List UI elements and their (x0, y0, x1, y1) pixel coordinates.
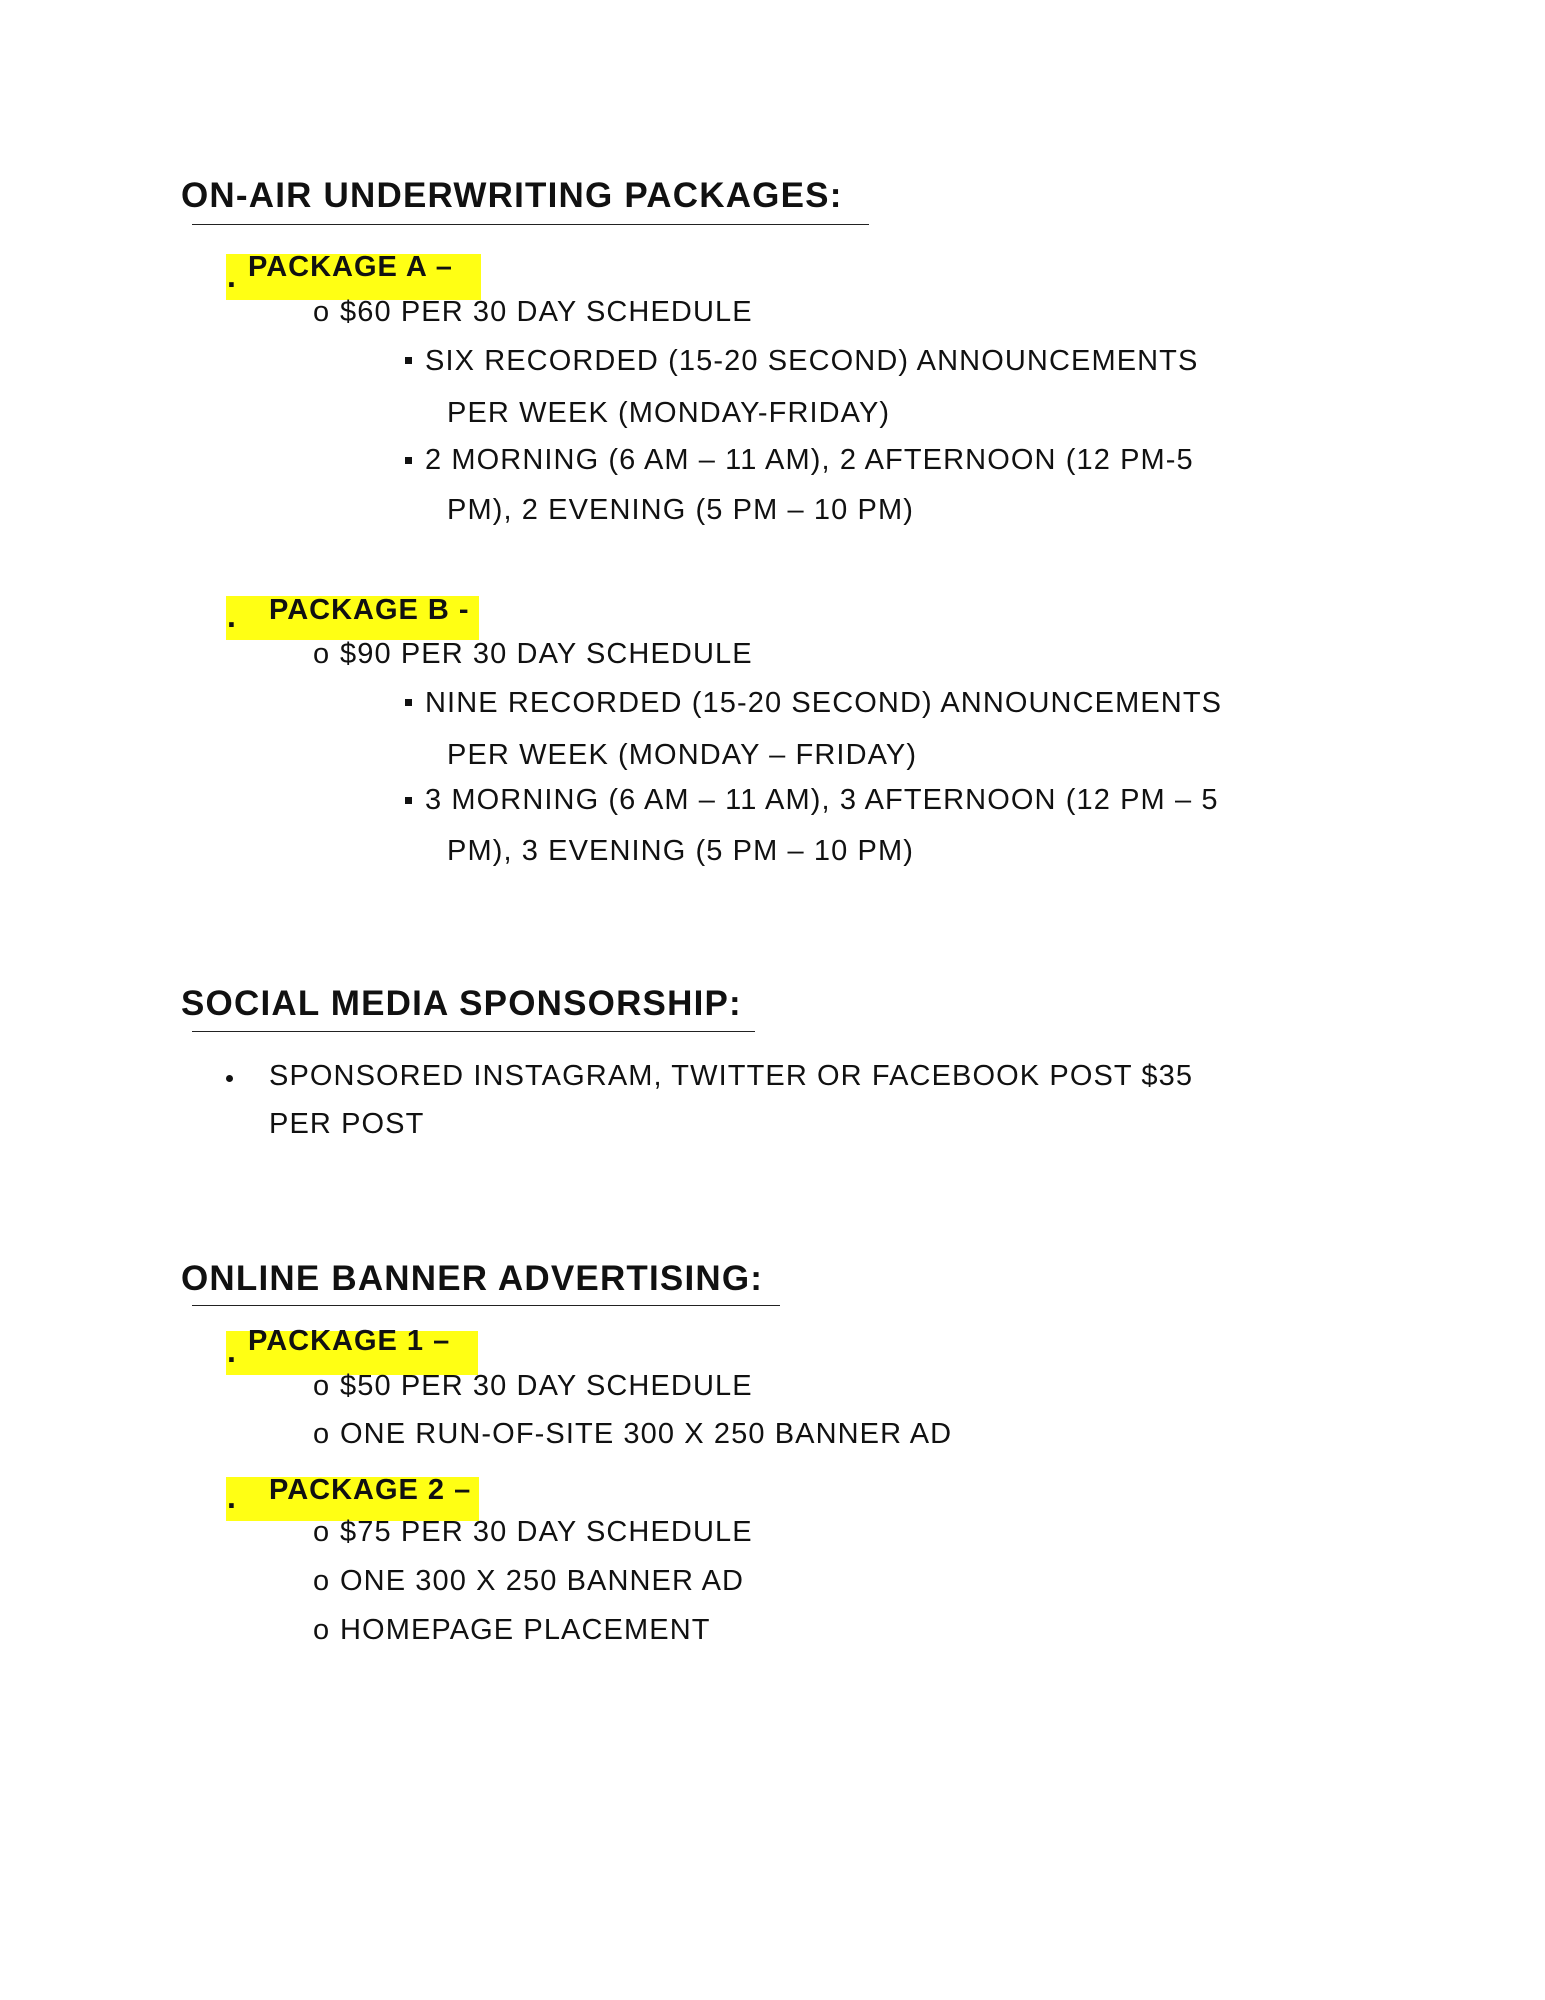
package-a-price: $60 PER 30 DAY SCHEDULE (340, 296, 753, 328)
package-b-price: $90 PER 30 DAY SCHEDULE (340, 638, 753, 670)
sub-bullet-marker: o (313, 1370, 330, 1402)
square-bullet-icon (405, 457, 412, 464)
package-a-detail1-line2: PER WEEK (MONDAY-FRIDAY) (447, 397, 891, 429)
square-bullet-icon (405, 797, 412, 804)
package-1-bullet-icon: . (227, 1333, 236, 1369)
package-b-detail1-line1: NINE RECORDED (15-20 SECOND) ANNOUNCEMENTS (425, 687, 1223, 719)
package-a-detail2-line1: 2 MORNING (6 AM – 11 AM), 2 AFTERNOON (12 PM-5 (425, 444, 1194, 476)
package-a-detail1-line1: SIX RECORDED (15-20 SECOND) ANNOUNCEMENTS (425, 345, 1199, 377)
social-item-line1: SPONSORED INSTAGRAM, TWITTER OR FACEBOOK POST $35 (269, 1060, 1194, 1092)
package-b-detail2-line1: 3 MORNING (6 AM – 11 AM), 3 AFTERNOON (12 PM – 5 (425, 784, 1219, 816)
package-1-label: PACKAGE 1 – (248, 1325, 451, 1357)
package-b-detail1-line2: PER WEEK (MONDAY – FRIDAY) (447, 739, 918, 771)
sub-bullet-marker: o (313, 1516, 330, 1548)
package-a-bullet-icon: . (227, 258, 236, 294)
on-air-heading: ON-AIR UNDERWRITING PACKAGES: (181, 176, 843, 215)
social-item-line2: PER POST (269, 1108, 425, 1140)
package-a-label: PACKAGE A – (248, 251, 453, 283)
banner-heading-underline (192, 1305, 780, 1306)
bullet-icon (226, 1075, 233, 1082)
square-bullet-icon (405, 357, 412, 364)
sub-bullet-marker: o (313, 1418, 330, 1450)
package-2-bullet-icon: . (227, 1479, 236, 1515)
package-b-bullet-icon: . (227, 598, 236, 634)
sub-bullet-marker: o (313, 296, 330, 328)
package-1-item: ONE RUN-OF-SITE 300 X 250 BANNER AD (340, 1418, 953, 1450)
package-b-detail2-line2: PM), 3 EVENING (5 PM – 10 PM) (447, 835, 914, 867)
sub-bullet-marker: o (313, 1614, 330, 1646)
banner-heading: ONLINE BANNER ADVERTISING: (181, 1259, 764, 1298)
package-2-item: ONE 300 X 250 BANNER AD (340, 1565, 745, 1597)
package-1-item: $50 PER 30 DAY SCHEDULE (340, 1370, 753, 1402)
square-bullet-icon (405, 699, 412, 706)
sub-bullet-marker: o (313, 1565, 330, 1597)
package-2-label: PACKAGE 2 – (269, 1474, 472, 1506)
sub-bullet-marker: o (313, 638, 330, 670)
social-media-heading: SOCIAL MEDIA SPONSORSHIP: (181, 984, 742, 1023)
on-air-heading-underline (192, 224, 869, 225)
social-media-heading-underline (192, 1031, 755, 1032)
package-a-detail2-line2: PM), 2 EVENING (5 PM – 10 PM) (447, 494, 914, 526)
package-b-label: PACKAGE B - (269, 594, 470, 626)
package-2-item: $75 PER 30 DAY SCHEDULE (340, 1516, 753, 1548)
package-2-item: HOMEPAGE PLACEMENT (340, 1614, 711, 1646)
